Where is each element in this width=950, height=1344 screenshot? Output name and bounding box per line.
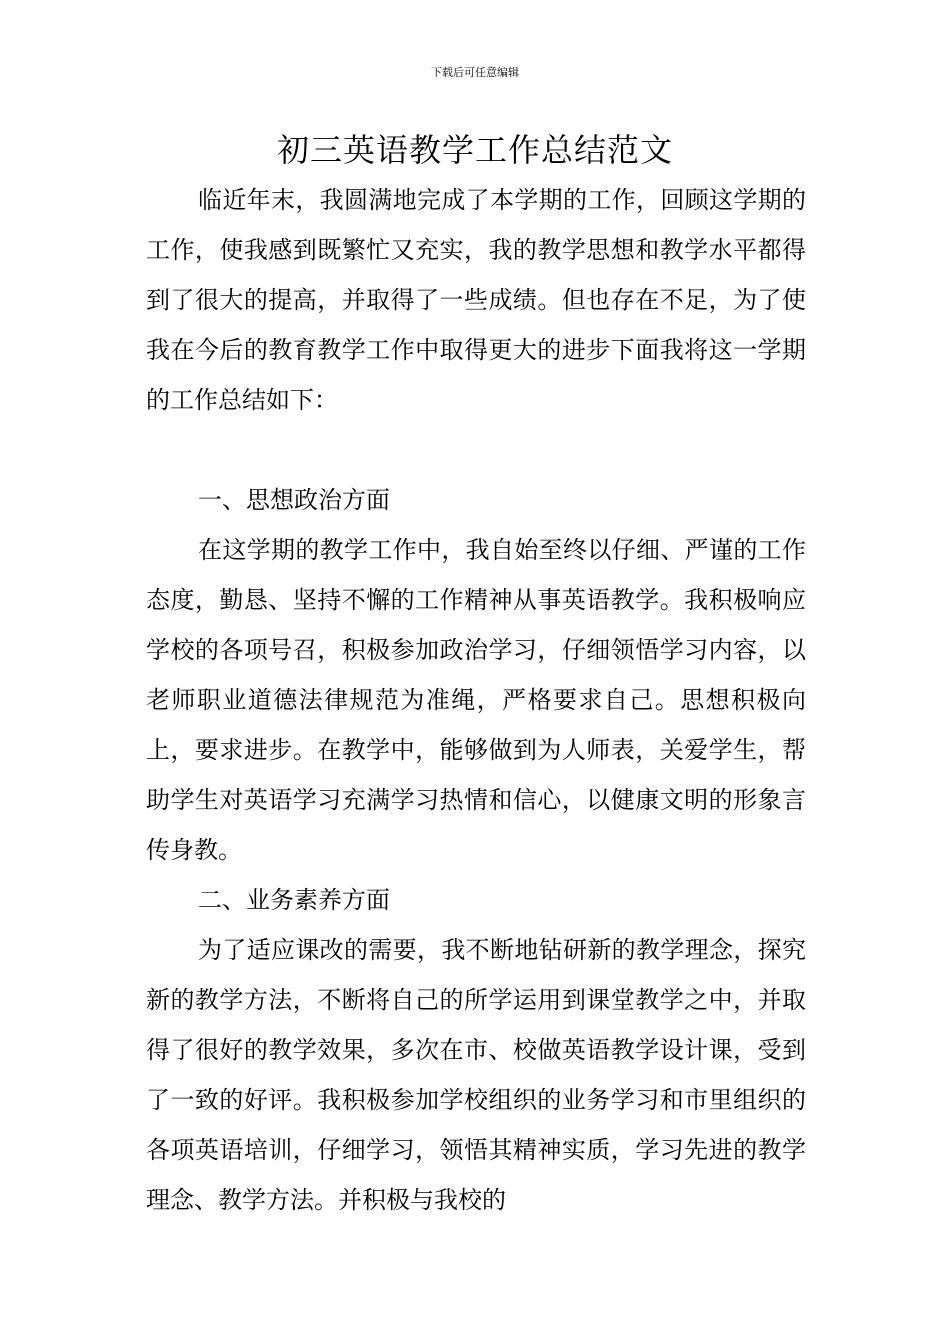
section-paragraph-politics: 在这学期的教学工作中，我自始至终以仔细、严谨的工作态度，勤恳、坚持不懈的工作精神从事英语教学。我积极响应学校的各项号召，积极参加政治学习，仔细领悟学习内容，以老师职业道德法律规范为准绳，严格要求自己。思想积极向上，要求进步。在教学中，能够做到为人师表，关爱学生，帮助学生对英语学习充满学习热情和信心，以健康文明的形象言传身教。	[146, 536, 806, 864]
section-paragraph-professional: 为了适应课改的需要，我不断地钻研新的教学理念，探究新的教学方法，不断将自己的所学运用到课堂教学之中，并取得了很好的教学效果，多次在市、校做英语教学设计课，受到了一致的好评。我积极参加学校组织的业务学习和市里组织的各项英语培训，仔细学习，领悟其精神实质，学习先进的教学理念、教学方法。并积极与我校的	[146, 936, 806, 1214]
document-title: 初三英语教学工作总结范文	[276, 131, 673, 169]
header-note: 下载后可任意编辑	[431, 66, 519, 79]
document-body	[146, 175, 806, 1225]
section-heading-politics: 一、思想政治方面	[198, 486, 390, 514]
intro-paragraph: 临近年末，我圆满地完成了本学期的工作，回顾这学期的工作，使我感到既繁忙又充实，我的教学思想和教学水平都得到了很大的提高，并取得了一些成绩。但也存在不足，为了使我在今后的教育教学工作中取得更大的进步下面我将这一学期的工作总结如下：	[146, 186, 806, 414]
paragraph-spacer	[146, 425, 806, 475]
section-heading-professional: 二、业务素养方面	[198, 886, 390, 914]
